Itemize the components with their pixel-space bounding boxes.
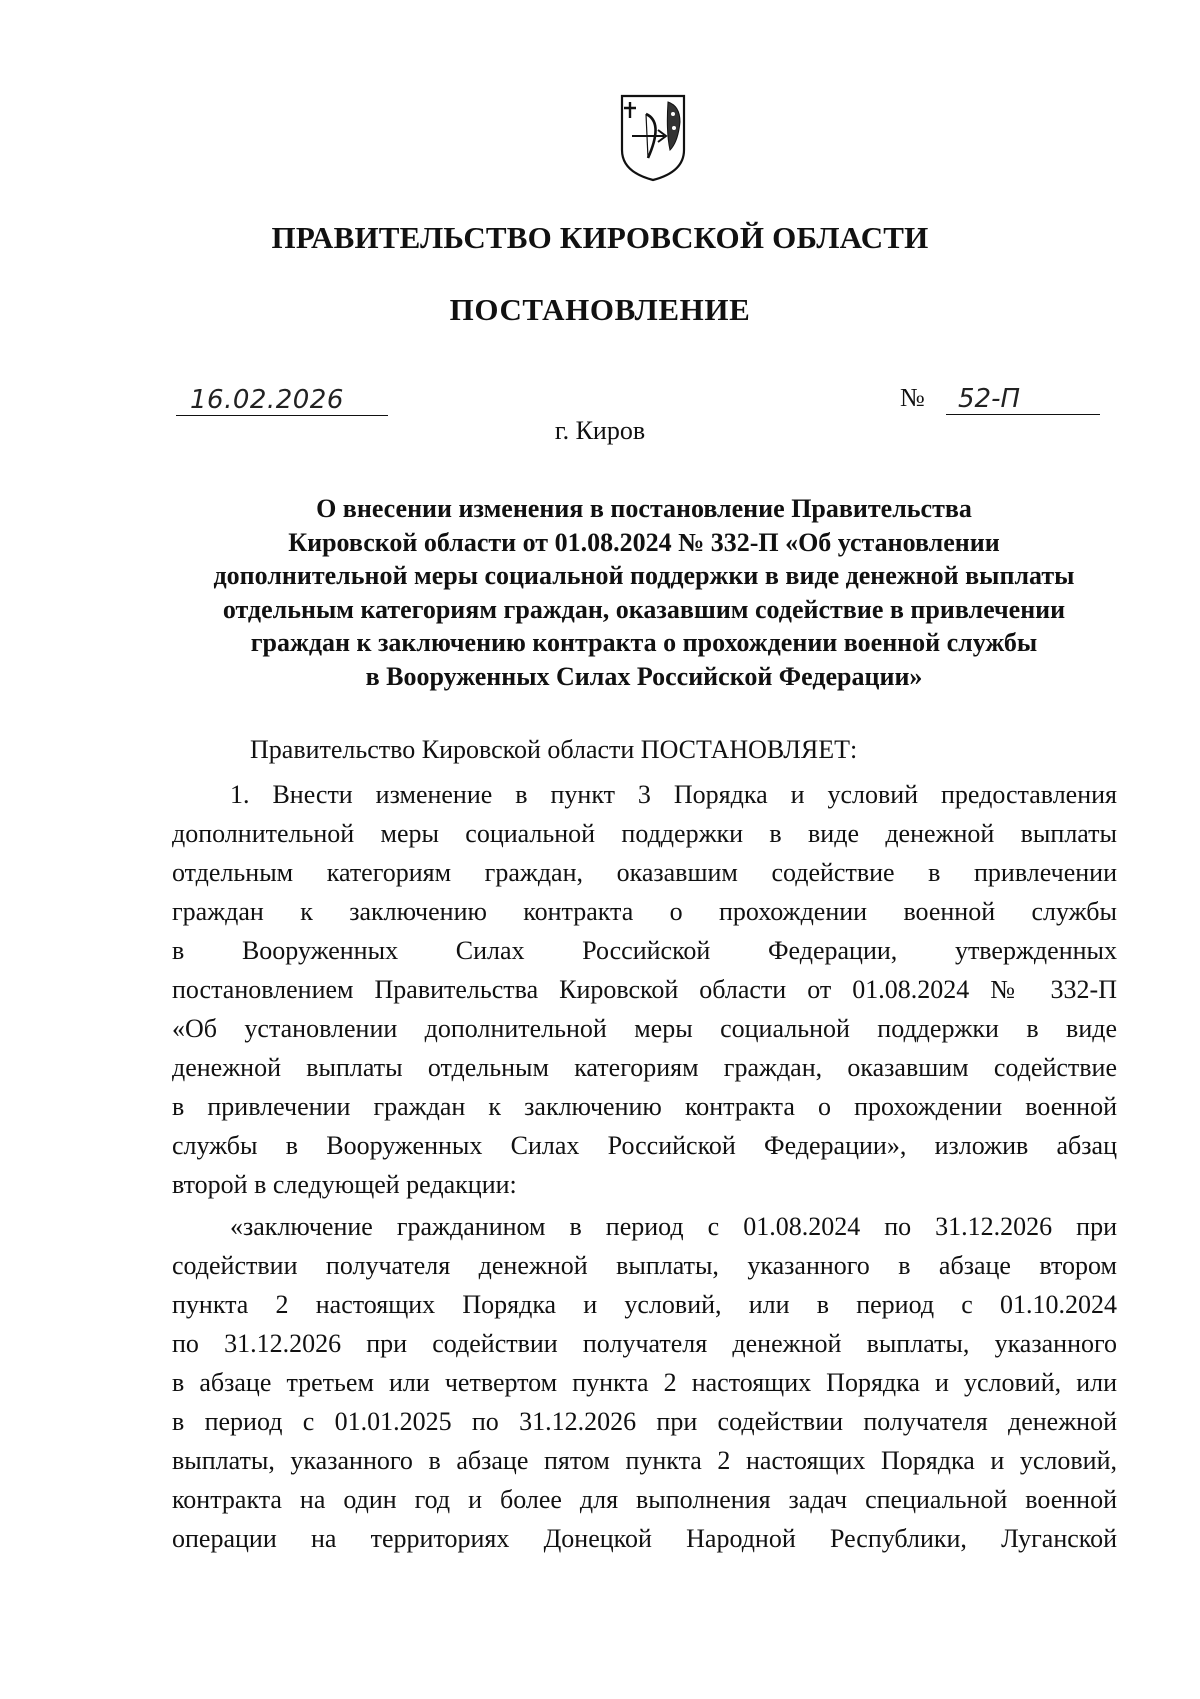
document-heading — [170, 492, 1118, 693]
document-type: ПОСТАНОВЛЕНИЕ — [449, 292, 751, 327]
document-number: 52-П — [958, 384, 1021, 414]
document-number-field — [900, 383, 1100, 415]
city: г. Киров — [554, 416, 646, 445]
paragraph-line: службы в Вооруженных Силах Российской Федерации», изложив абзац — [172, 1131, 1117, 1160]
paragraph-line: отдельным категориям граждан, оказавшим содействие в привлечении — [172, 858, 1117, 887]
heading-line: О внесении изменения в постановление Правительства — [316, 494, 972, 523]
paragraph-line: в Вооруженных Силах Российской Федерации, утвержденных — [172, 936, 1117, 965]
heading-line: в Вооруженных Силах Российской Федерации» — [365, 661, 923, 691]
number-line — [946, 382, 1100, 415]
paragraph-2 — [172, 1207, 1117, 1558]
heading-line: дополнительной меры социальной поддержки в виде денежной выплаты — [213, 561, 1075, 590]
document-date-field — [176, 383, 388, 416]
heading-line: отдельным категориям граждан, оказавшим содействие в привлечении — [222, 594, 1066, 624]
paragraph-line: постановлением Правительства Кировской области от 01.08.2024 № 332-П — [172, 975, 1117, 1004]
paragraph-line: дополнительной меры социальной поддержки в виде денежной выплаты — [172, 819, 1117, 848]
document-date: 16.02.2026 — [190, 385, 344, 415]
paragraph-1 — [172, 775, 1117, 1204]
paragraph-line: в привлечении граждан к заключению контракта о прохождении военной — [172, 1092, 1117, 1121]
paragraph-line: «Об установлении дополнительной меры социальной поддержки в виде — [172, 1014, 1117, 1043]
paragraph-line: второй в следующей редакции: — [172, 1170, 517, 1199]
heading-line: Кировской области от 01.08.2024 № 332-П «Об установлении — [288, 527, 1000, 557]
heading-line: граждан к заключению контракта о прохождении военной службы — [250, 628, 1038, 657]
paragraph-line: по 31.12.2026 при содействии получателя денежной выплаты, указанного — [172, 1329, 1117, 1358]
paragraph-line: в абзаце третьем или четвертом пункта 2 настоящих Порядка и условий, или — [172, 1368, 1117, 1397]
paragraph-line: пункта 2 настоящих Порядка и условий, или в период с 01.10.2024 — [172, 1290, 1117, 1319]
coat-of-arms-icon — [618, 92, 688, 184]
organization-title: ПРАВИТЕЛЬСТВО КИРОВСКОЙ ОБЛАСТИ — [271, 220, 929, 255]
number-sign: № — [900, 383, 925, 412]
paragraph-line: операции на территориях Донецкой Народной Республики, Луганской — [172, 1524, 1117, 1553]
paragraph-line: содействии получателя денежной выплаты, указанного в абзаце втором — [172, 1251, 1117, 1280]
paragraph-line: в период с 01.01.2025 по 31.12.2026 при содействии получателя денежной — [172, 1407, 1117, 1436]
paragraph-line: контракта на один год и более для выполнения задач специальной военной — [172, 1485, 1117, 1514]
paragraph-line: 1. Внести изменение в пункт 3 Порядка и условий предоставления — [230, 780, 1117, 809]
paragraph-line: граждан к заключению контракта о прохождении военной службы — [172, 897, 1117, 926]
paragraph-line: «заключение гражданином в период с 01.08.2024 по 31.12.2026 при — [230, 1212, 1117, 1241]
paragraph-line: выплаты, указанного в абзаце пятом пункта 2 настоящих Порядка и условий, — [172, 1446, 1117, 1475]
paragraph-line: денежной выплаты отдельным категориям граждан, оказавшим содействие — [172, 1053, 1117, 1082]
intro-paragraph: Правительство Кировской области ПОСТАНОВЛЯЕТ: — [250, 735, 858, 764]
